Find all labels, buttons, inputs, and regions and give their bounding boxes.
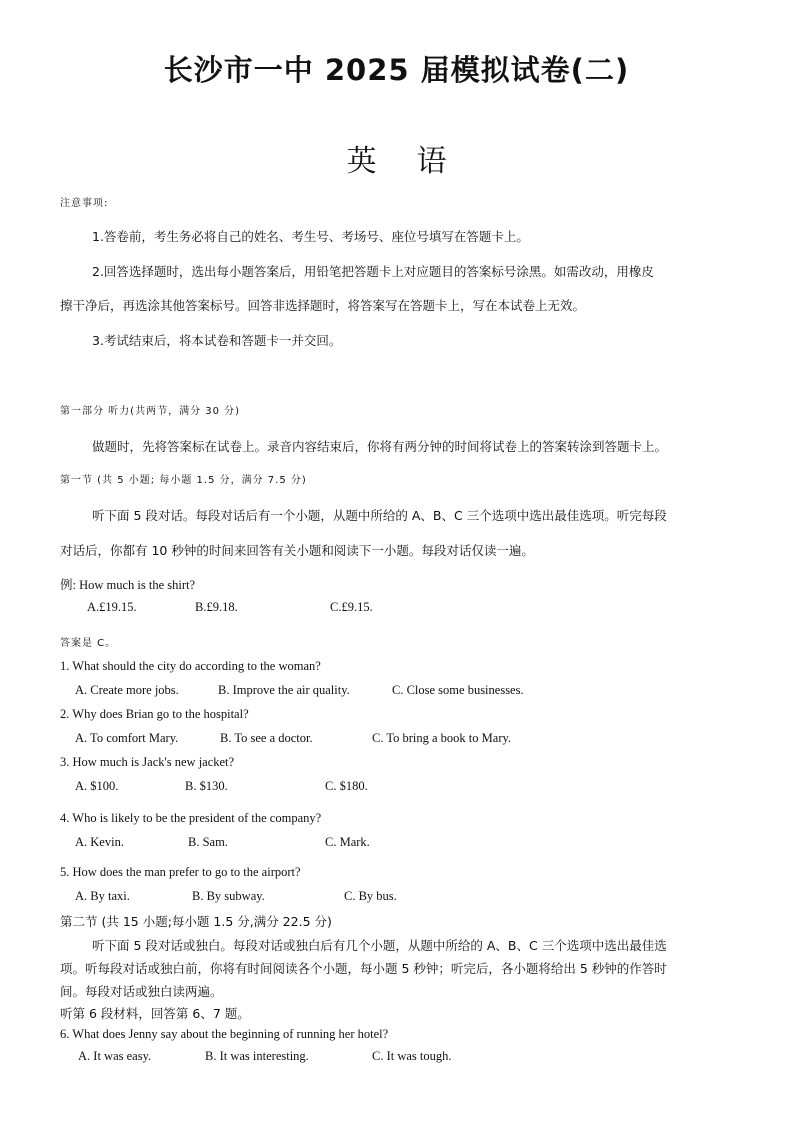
exam-title: 长沙市一中 2025 届模拟试卷(二) bbox=[163, 53, 630, 87]
section2-intro-line2: 项。听每段对话或独白前，你将有时间阅读各个小题，每小题 5 秒钟；听完后，各小题将给出 5 秒钟的作答时 bbox=[60, 961, 667, 976]
example-option-a: A.£19.15. bbox=[87, 600, 137, 614]
q6-option-c: C. It was tough. bbox=[372, 1049, 452, 1063]
notice-item-1: 1.答卷前，考生务必将自己的姓名、考生号、考场号、座位号填写在答题卡上。 bbox=[92, 229, 529, 244]
q2-option-b: B. To see a doctor. bbox=[220, 731, 313, 745]
notice-item-2-cont: 擦干净后，再选涂其他答案标号。回答非选择题时，将答案写在答题卡上，写在本试卷上无效。 bbox=[60, 298, 586, 313]
section2-intro-line1: 听下面 5 段对话或独白。每段对话或独白后有几个小题，从题中所给的 A、B、C 三个选项中选出最佳选 bbox=[92, 938, 667, 953]
example-option-c: C.£9.15. bbox=[330, 600, 373, 614]
notice-heading: 注意事项: bbox=[60, 198, 109, 209]
section1-intro-line1: 听下面 5 段对话。每段对话后有一个小题，从题中所给的 A、B、C 三个选项中选出最佳选项。听完每段 bbox=[92, 508, 667, 523]
question-3: 3. How much is Jack's new jacket? bbox=[60, 755, 235, 769]
part1-intro: 做题时，先将答案标在试卷上。录音内容结束后，你将有两分钟的时间将试卷上的答案转涂到答题卡上。 bbox=[92, 439, 668, 454]
q6-option-a: A. It was easy. bbox=[78, 1049, 152, 1063]
q5-option-b: B. By subway. bbox=[192, 889, 265, 903]
question-6: 6. What does Jenny say about the beginning of running her hotel? bbox=[60, 1027, 389, 1041]
subject-title: 英语 bbox=[346, 144, 487, 179]
example-question: 例: How much is the shirt? bbox=[60, 578, 196, 592]
part1-heading: 第一部分 听力(共两节，满分 30 分) bbox=[60, 406, 241, 417]
section2-heading: 第二节 (共 15 小题;每小题 1.5 分,满分 22.5 分) bbox=[60, 914, 332, 929]
question-1: 1. What should the city do according to the woman? bbox=[60, 659, 321, 673]
q3-option-c: C. $180. bbox=[325, 779, 368, 793]
question-4: 4. Who is likely to be the president of the company? bbox=[60, 811, 322, 825]
q3-option-a: A. $100. bbox=[75, 779, 119, 793]
section1-intro-line2: 对话后，你都有 10 秒钟的时间来回答有关小题和阅读下一小题。每段对话仅读一遍。 bbox=[60, 543, 534, 558]
question-5: 5. How does the man prefer to go to the airport? bbox=[60, 865, 301, 879]
q4-option-a: A. Kevin. bbox=[75, 835, 124, 849]
example-answer: 答案是 C。 bbox=[60, 638, 117, 649]
q3-option-b: B. $130. bbox=[185, 779, 228, 793]
q2-option-c: C. To bring a book to Mary. bbox=[372, 731, 512, 745]
material-6-note: 听第 6 段材料，回答第 6、7 题。 bbox=[60, 1006, 250, 1021]
notice-item-2: 2.回答选择题时，选出每小题答案后，用铅笔把答题卡上对应题目的答案标号涂黑。如需改动，用橡皮 bbox=[92, 264, 654, 279]
q6-option-b: B. It was interesting. bbox=[205, 1049, 309, 1063]
q2-option-a: A. To comfort Mary. bbox=[75, 731, 179, 745]
q4-option-b: B. Sam. bbox=[188, 835, 228, 849]
q1-option-c: C. Close some businesses. bbox=[392, 683, 524, 697]
q4-option-c: C. Mark. bbox=[325, 835, 370, 849]
q5-option-a: A. By taxi. bbox=[75, 889, 130, 903]
section2-intro-line3: 间。每段对话或独白读两遍。 bbox=[60, 984, 223, 999]
q1-option-b: B. Improve the air quality. bbox=[218, 683, 350, 697]
question-2: 2. Why does Brian go to the hospital? bbox=[60, 707, 249, 721]
example-option-b: B.£9.18. bbox=[195, 600, 238, 614]
notice-item-3: 3.考试结束后，将本试卷和答题卡一并交回。 bbox=[92, 333, 342, 348]
section1-heading: 第一节 (共 5 小题; 每小题 1.5 分，满分 7.5 分) bbox=[60, 475, 307, 486]
q1-option-a: A. Create more jobs. bbox=[75, 683, 179, 697]
q5-option-c: C. By bus. bbox=[344, 889, 397, 903]
